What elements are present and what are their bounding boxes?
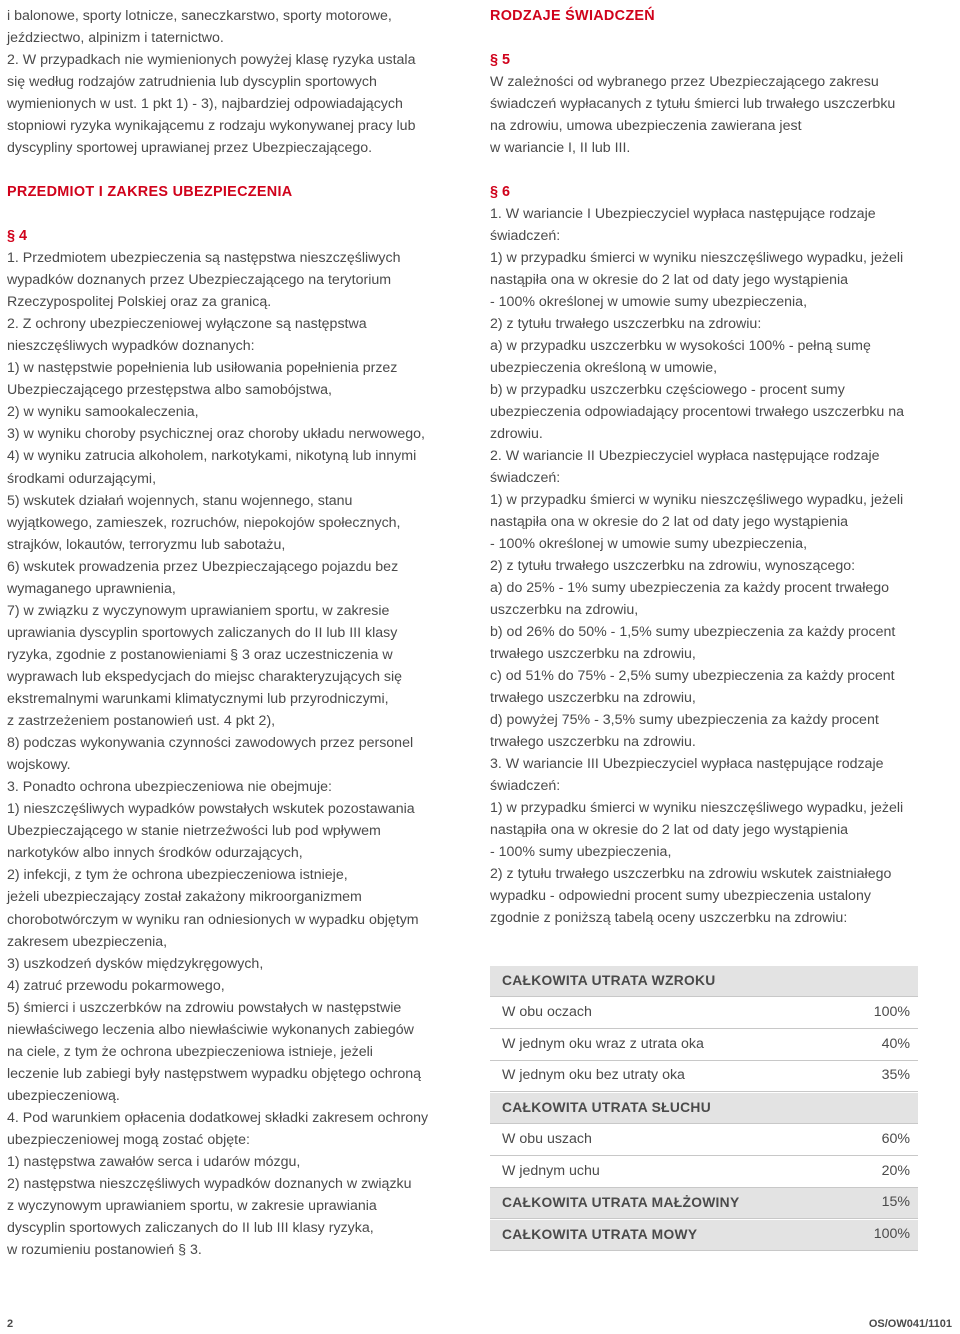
- text-line: 2) z tytułu trwałego uszczerbku na zdrowiu:: [490, 316, 762, 332]
- text-line: świadczeń wypłacanych z tytułu śmierci lub trwałego uszczerbku: [490, 96, 896, 112]
- table-row: [490, 1061, 918, 1092]
- text-line: - 100% określonej w umowie sumy ubezpieczenia,: [490, 536, 808, 552]
- text-line: 2) infekcji, z tym że ochrona ubezpieczeniowa istnieje,: [7, 867, 348, 884]
- text-line: c) od 51% do 75% - 2,5% sumy ubezpieczenia za każdy procent: [490, 668, 895, 684]
- text-line: jeździectwo, alpinizm i taternictwo.: [7, 30, 224, 46]
- text-line: ubezpieczenia odpowiadający procentowi trwałego uszczerbku na: [490, 404, 905, 420]
- row-label: CAŁKOWITA UTRATA WZROKU: [502, 973, 716, 988]
- text-line: b) od 26% do 50% - 1,5% sumy ubezpieczenia za każdy procent: [490, 624, 896, 640]
- row-label: W jednym oku bez utraty oka: [502, 1067, 685, 1084]
- text-line: zakresem ubezpieczenia,: [7, 933, 168, 950]
- row-label: CAŁKOWITA UTRATA MAŁŻOWINY: [502, 1195, 740, 1211]
- text-line: strajków, lokautów, terroryzmu lub sabotażu,: [7, 536, 286, 553]
- text-line: 4. Pod warunkiem opłacenia dodatkowej składki zakresem ochrony: [7, 1109, 429, 1126]
- text-line: 1. W wariancie I Ubezpieczyciel wypłaca następujące rodzaje: [490, 206, 876, 222]
- text-line: a) do 25% - 1% sumy ubezpieczenia za każdy procent trwałego: [490, 580, 890, 596]
- text-line: chorobotwórczym w wyniku ran odniesionych w wypadku objętym: [7, 911, 419, 928]
- row-label: W obu oczach: [502, 1003, 592, 1020]
- text-line: ubezpieczeniowej mogą zostać objęte:: [7, 1132, 250, 1148]
- text-line: b) w przypadku uszczerbku częściowego - procent sumy: [490, 382, 845, 398]
- text-line: stopniowi ryzyka wynikającemu z rodzaju wykonywanej pracy lub: [7, 118, 416, 134]
- table-category-row: [490, 1188, 918, 1219]
- text-line: nastąpiła ona w okresie do 2 lat od daty jego wystąpienia: [490, 514, 849, 530]
- text-line: wymaganego uprawnienia,: [7, 580, 176, 597]
- text-line: 3) uszkodzeń dysków międzykręgowych,: [7, 955, 264, 972]
- text-line: niewłaściwego leczenia albo niewłaściwie wykonanych zabiegów: [7, 1021, 414, 1038]
- row-percentage: 15%: [881, 1194, 910, 1211]
- text-line: ubezpieczenia określoną w umowie,: [490, 360, 718, 376]
- text-line: 1) w przypadku śmierci w wyniku nieszczęśliwego wypadku, jeżeli: [490, 800, 904, 816]
- row-label: W jednym oku wraz z utrata oka: [502, 1035, 704, 1052]
- section-number: § 5: [490, 52, 511, 68]
- table-category-row: [490, 1093, 918, 1124]
- text-line: d) powyżej 75% - 3,5% sumy ubezpieczenia za każdy procent: [490, 712, 879, 728]
- text-line: dyscypliny sportowej uprawianej przez Ubezpieczającego.: [7, 140, 373, 156]
- text-line: leczenie lub zabiegi były następstwem wypadku objętego ochroną: [7, 1065, 422, 1082]
- page-number: 2: [7, 1318, 14, 1330]
- row-percentage: 35%: [881, 1067, 910, 1084]
- row-label: CAŁKOWITA UTRATA MOWY: [502, 1227, 698, 1242]
- text-line: uszczerbku na zdrowiu,: [490, 602, 639, 618]
- text-line: ekstremalnymi warunkami klimatycznymi lub przyrodniczymi,: [7, 691, 389, 707]
- text-line: nieszczęśliwych wypadków doznanych:: [7, 338, 255, 355]
- text-line: 1. Przedmiotem ubezpieczenia są następstwa nieszczęśliwych: [7, 250, 401, 266]
- table-row: [490, 1125, 918, 1156]
- row-percentage: 40%: [881, 1035, 910, 1052]
- text-line: 1) nieszczęśliwych wypadków powstałych wskutek pozostawania: [7, 801, 415, 818]
- text-line: 2. W wariancie II Ubezpieczyciel wypłaca następujące rodzaje: [490, 448, 880, 464]
- text-line: 5) śmierci i uszczerbków na zdrowiu powstałych w następstwie: [7, 999, 402, 1016]
- text-line: 4) w wyniku zatrucia alkoholem, narkotykami, nikotyną lub innymi: [7, 448, 417, 465]
- table-category-row: [490, 966, 918, 997]
- text-line: ryzyka, zgodnie z postanowieniami § 3 oraz uczestniczenia w: [7, 646, 393, 663]
- text-line: 6) wskutek prowadzenia przez Ubezpieczającego pojazdu bez: [7, 558, 399, 575]
- text-line: narkotyków albo innych środków odurzających,: [7, 845, 303, 862]
- text-line: - 100% sumy ubezpieczenia,: [490, 844, 672, 860]
- text-line: 3. Ponadto ochrona ubezpieczeniowa nie obejmuje:: [7, 779, 332, 796]
- row-percentage: 20%: [881, 1162, 910, 1179]
- text-line: uprawiania dyscyplin sportowych zaliczanych do II lub III klasy: [7, 624, 398, 641]
- section-heading: PRZEDMIOT I ZAKRES UBEZPIECZENIA: [7, 184, 293, 200]
- section-number: § 6: [490, 184, 511, 200]
- text-line: 5) wskutek działań wojennych, stanu wojennego, stanu: [7, 492, 353, 509]
- text-line: W zależności od wybranego przez Ubezpieczającego zakresu: [490, 74, 879, 90]
- text-line: jeżeli ubezpieczający został zakażony mikroorganizmem: [7, 889, 362, 906]
- table-row: [490, 1030, 918, 1061]
- row-label: CAŁKOWITA UTRATA SŁUCHU: [502, 1100, 711, 1115]
- text-line: nastąpiła ona w okresie do 2 lat od daty jego wystąpienia: [490, 822, 849, 838]
- text-line: 2) w wyniku samookaleczenia,: [7, 404, 199, 421]
- text-line: świadczeń:: [490, 778, 561, 794]
- text-line: wypadku - odpowiedni procent sumy ubezpieczenia ustalony: [490, 888, 871, 904]
- text-line: wypadków doznanych przez Ubezpieczającego na terytorium: [7, 272, 392, 289]
- text-line: i balonowe, sporty lotnicze, saneczkarstwo, sporty motorowe,: [7, 8, 392, 24]
- text-line: wyjątkowego, zamieszek, rozruchów, niepokojów społecznych,: [7, 514, 401, 531]
- text-line: z wyczynowym uprawianiem sportu, w zakresie uprawiania: [7, 1198, 377, 1215]
- text-line: z zastrzeżeniem postanowień ust. 4 pkt 2),: [7, 713, 276, 730]
- row-percentage: 100%: [873, 1226, 910, 1242]
- text-line: trwałego uszczerbku na zdrowiu.: [490, 734, 696, 750]
- text-line: 1) w przypadku śmierci w wyniku nieszczęśliwego wypadku, jeżeli: [490, 492, 904, 508]
- text-line: nastąpiła ona w okresie do 2 lat od daty jego wystąpienia: [490, 272, 849, 288]
- text-line: 2) z tytułu trwałego uszczerbku na zdrowiu, wynoszącego:: [490, 558, 856, 574]
- text-line: 3. W wariancie III Ubezpieczyciel wypłaca następujące rodzaje: [490, 756, 884, 772]
- text-line: 7) w związku z wyczynowym uprawianiem sportu, w zakresie: [7, 602, 390, 619]
- text-line: w rozumieniu postanowień § 3.: [7, 1242, 202, 1259]
- text-line: ubezpieczeniową.: [7, 1087, 120, 1104]
- text-line: 3) w wyniku choroby psychicznej oraz choroby układu nerwowego,: [7, 426, 425, 443]
- text-line: na zdrowiu, umowa ubezpieczenia zawierana jest: [490, 118, 802, 134]
- text-line: Ubezpieczającego w stanie nietrzeźwości lub pod wpływem: [7, 823, 381, 840]
- text-line: trwałego uszczerbku na zdrowiu,: [490, 690, 696, 706]
- text-line: zdrowiu.: [490, 426, 543, 442]
- row-label: W jednym uchu: [502, 1162, 600, 1179]
- row-percentage: 100%: [873, 1003, 910, 1020]
- text-line: - 100% określonej w umowie sumy ubezpieczenia,: [490, 294, 808, 310]
- text-line: 4) zatruć przewodu pokarmowego,: [7, 977, 225, 994]
- document-code: OS/OW041/1101: [868, 1318, 952, 1330]
- section-heading: RODZAJE ŚWIADCZEŃ: [490, 8, 655, 24]
- text-line: Ubezpieczającego przestępstwa albo samobójstwa,: [7, 382, 332, 399]
- text-line: 1) w następstwie popełnienia lub usiłowania popełnienia przez: [7, 360, 398, 377]
- text-line: się według rodzajów zatrudnienia lub dyscyplin sportowych: [7, 74, 377, 90]
- text-line: 2) następstwa nieszczęśliwych wypadków doznanych w związku: [7, 1176, 412, 1193]
- text-line: środkami odurzającymi,: [7, 470, 157, 487]
- section-number: § 4: [7, 228, 28, 244]
- text-line: w wariancie I, II lub III.: [490, 140, 631, 156]
- text-line: trwałego uszczerbku na zdrowiu,: [490, 646, 696, 662]
- text-line: wyprawach lub ekspedycjach do miejsc charakteryzujących się: [7, 668, 403, 685]
- text-line: a) w przypadku uszczerbku w wysokości 100% - pełną sumę: [490, 338, 871, 354]
- text-line: świadczeń:: [490, 228, 561, 244]
- text-line: dyscyplin sportowych zaliczanych do II lub III klasy ryzyka,: [7, 1220, 374, 1237]
- text-line: Rzeczypospolitej Polskiej oraz za granicą.: [7, 294, 272, 311]
- text-line: zgodnie z poniższą tabelą oceny uszczerbku na zdrowiu:: [490, 910, 848, 926]
- text-line: na ciele, z tym że ochrona ubezpieczeniowa istnieje, jeżeli: [7, 1043, 373, 1060]
- text-line: wojskowy.: [7, 757, 71, 774]
- row-percentage: 60%: [881, 1130, 910, 1147]
- text-line: 2) z tytułu trwałego uszczerbku na zdrowiu wskutek zaistniałego: [490, 866, 892, 882]
- text-line: świadczeń:: [490, 470, 561, 486]
- table-category-row: [490, 1220, 918, 1251]
- text-line: 1) następstwa zawałów serca i udarów mózgu,: [7, 1154, 301, 1171]
- text-line: 8) podczas wykonywania czynności zawodowych przez personel: [7, 735, 414, 752]
- text-line: 2. W przypadkach nie wymienionych powyżej klasę ryzyka ustala: [7, 52, 416, 68]
- text-line: 2. Z ochrony ubezpieczeniowej wyłączone są następstwa: [7, 316, 367, 333]
- table-row: [490, 998, 918, 1029]
- text-line: 1) w przypadku śmierci w wyniku nieszczęśliwego wypadku, jeżeli: [490, 250, 904, 266]
- text-line: wymienionych w ust. 1 pkt 1) - 3), najbardziej odpowiadających: [7, 96, 403, 112]
- row-label: W obu uszach: [502, 1130, 592, 1147]
- table-row: [490, 1157, 918, 1188]
